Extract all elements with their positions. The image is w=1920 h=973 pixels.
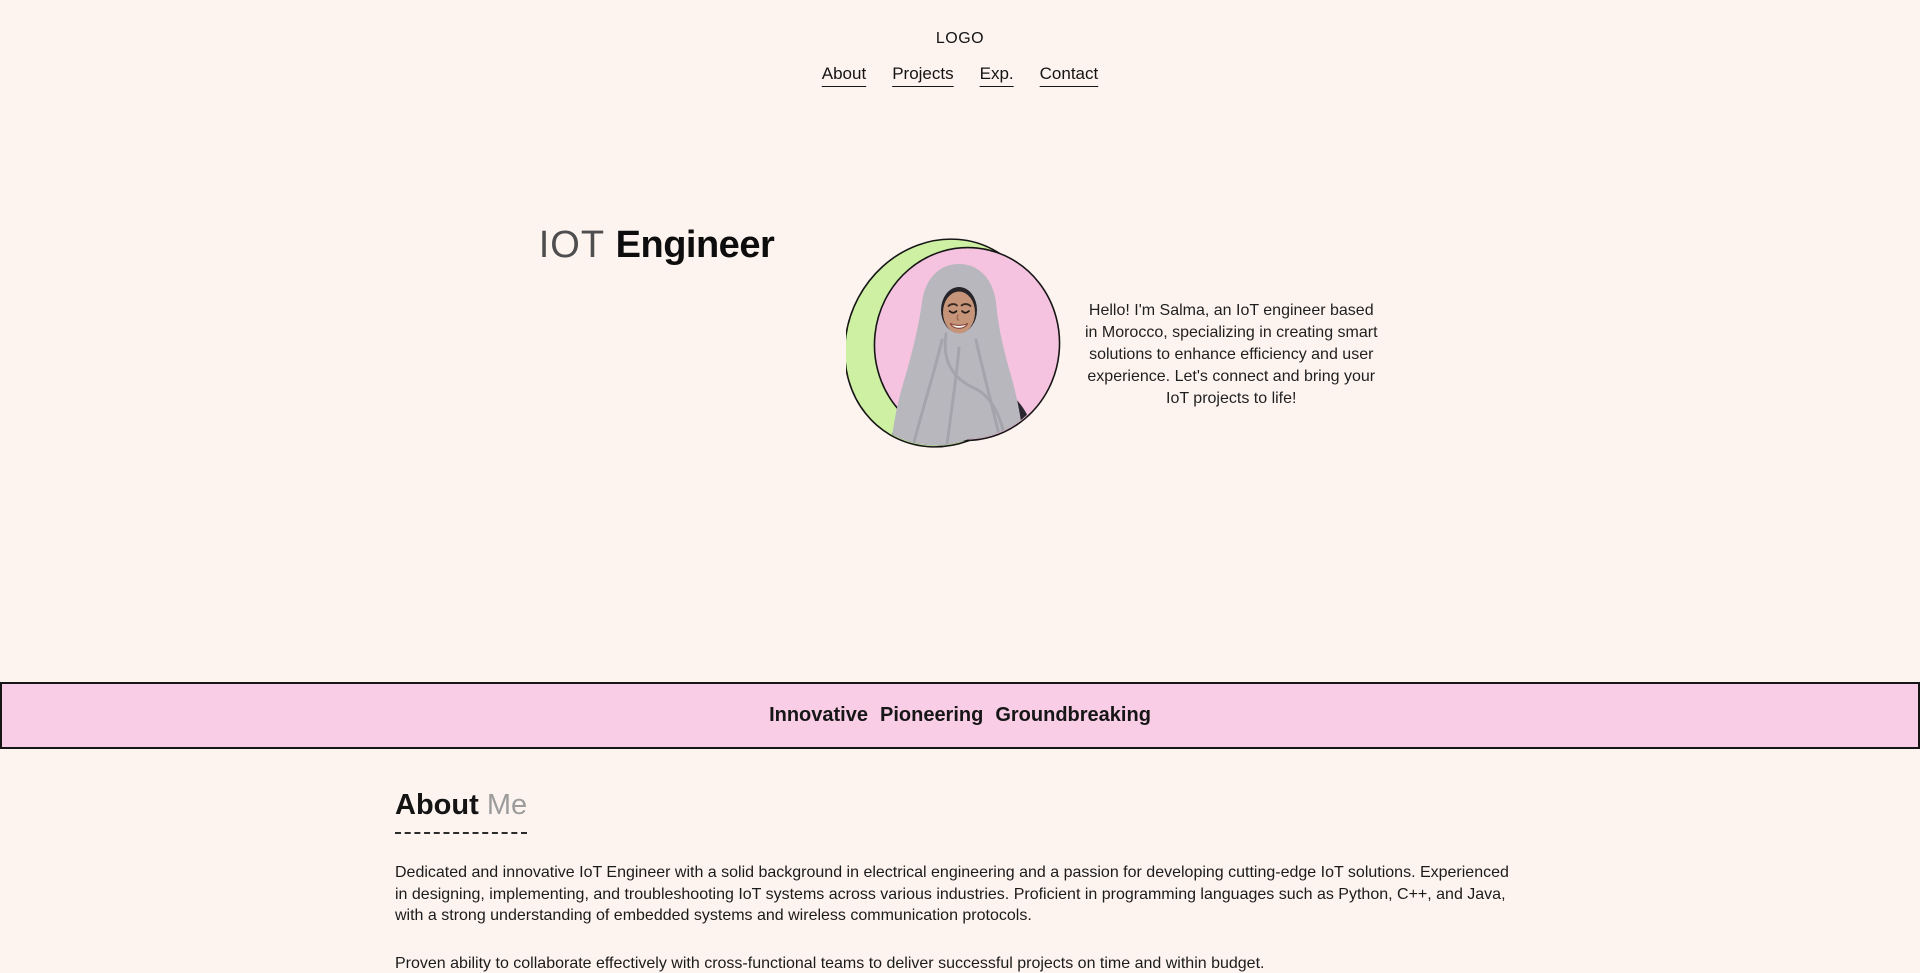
hero-section bbox=[0, 224, 1920, 454]
hero-title-bold: Engineer bbox=[615, 224, 775, 266]
logo[interactable]: LOGO bbox=[935, 30, 985, 47]
nav-link-about[interactable]: About bbox=[821, 64, 867, 83]
nav-link-exp[interactable]: Exp. bbox=[979, 64, 1014, 83]
portrait-blob-svg bbox=[846, 228, 1063, 454]
nav-link-contact[interactable]: Contact bbox=[1039, 64, 1099, 83]
hero-title-light: IOT bbox=[538, 224, 606, 266]
about-heading-light: Me bbox=[486, 789, 528, 821]
marquee-banner bbox=[0, 682, 1920, 749]
portrait-illustration bbox=[846, 228, 1063, 454]
nav-link-projects[interactable]: Projects bbox=[892, 64, 954, 83]
marquee-item: Groundbreaking bbox=[995, 704, 1151, 726]
about-heading-dark: About bbox=[395, 789, 479, 821]
marquee-item: Pioneering bbox=[879, 704, 984, 726]
main-nav bbox=[0, 64, 1920, 84]
about-paragraph: Proven ability to collaborate effectively with cross-functional teams to deliver successful projects on time and within budget. bbox=[395, 954, 1265, 972]
about-section bbox=[395, 749, 1525, 973]
site-header bbox=[0, 0, 1920, 84]
about-heading bbox=[395, 789, 527, 834]
hero-title bbox=[539, 226, 775, 264]
about-paragraph: Dedicated and innovative IoT Engineer with a solid background in electrical engineering and a passion for developing cutting-edge IoT solutions. Experienced in designing, implementing, and troubleshooting IoT systems across various industries. Proficient in programming languages such as Python, C++, and Java, with a strong understanding of embedded systems and wireless communication protocols. bbox=[395, 864, 1509, 925]
marquee-item: Innovative bbox=[769, 704, 868, 726]
hero-intro: Hello! I'm Salma, an IoT engineer based in Morocco, specializing in creating smart solutions to enhance efficiency and user experience. Let's connect and bring your IoT projects to life! bbox=[1084, 302, 1378, 408]
